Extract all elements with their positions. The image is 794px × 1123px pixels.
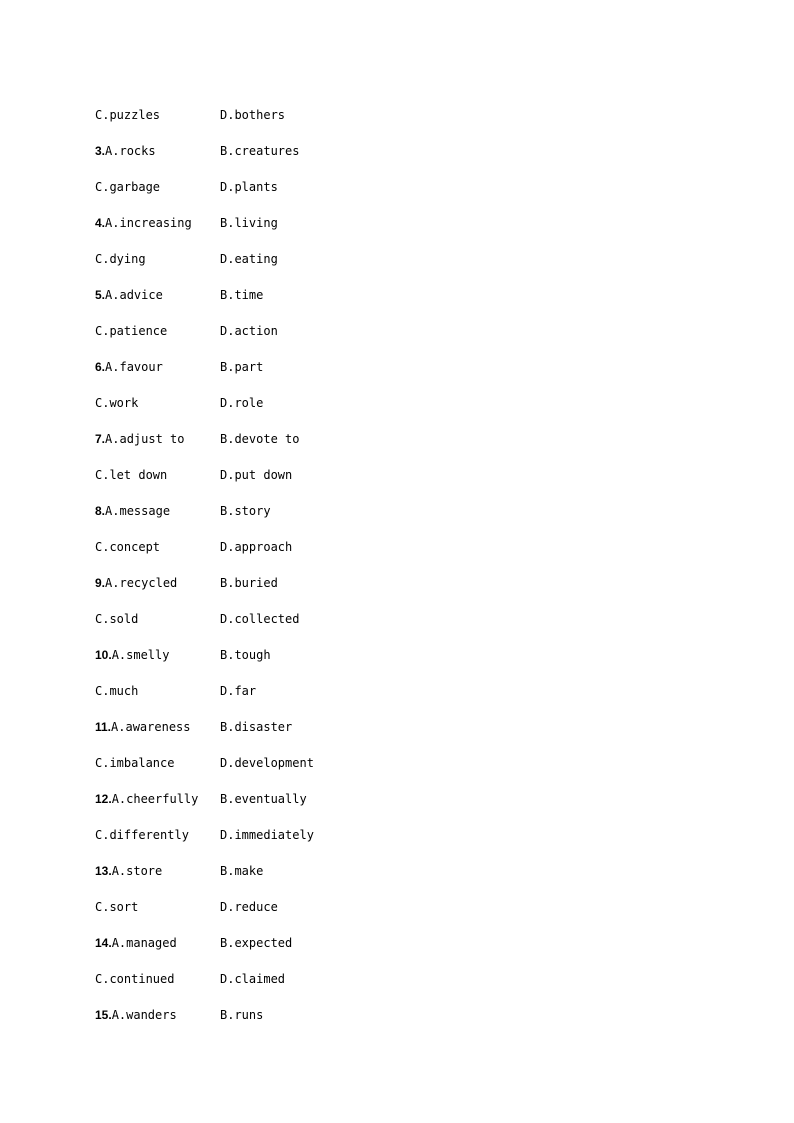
option-left-text: A.managed [111, 936, 177, 950]
option-row [95, 466, 695, 502]
option-left [95, 142, 220, 160]
option-left [95, 322, 220, 340]
option-right-text: D.role [220, 396, 264, 410]
option-right [220, 718, 292, 736]
option-row [95, 250, 695, 286]
question-number: 11. [95, 720, 112, 734]
option-right [220, 466, 292, 484]
option-right [220, 862, 263, 880]
option-right [220, 682, 256, 700]
option-right [220, 322, 278, 340]
option-left [95, 286, 220, 304]
option-right [220, 538, 292, 556]
option-left-text: C.puzzles [95, 108, 161, 122]
option-right-text: D.immediately [220, 828, 314, 842]
option-left-text: A.wanders [111, 1008, 177, 1022]
option-right [220, 970, 285, 988]
option-right-text: B.runs [220, 1008, 264, 1022]
option-left-text: A.awareness [111, 720, 191, 734]
question-number: 10. [95, 648, 112, 662]
option-row [95, 574, 695, 610]
option-row [95, 358, 695, 394]
option-right [220, 430, 299, 448]
option-right-text: D.approach [220, 540, 293, 554]
option-right [220, 358, 263, 376]
option-right [220, 106, 285, 124]
option-right-text: B.time [220, 288, 264, 302]
option-right-text: D.far [220, 684, 257, 698]
option-right-text: B.devote to [220, 432, 300, 446]
option-right [220, 934, 292, 952]
option-left-text: C.garbage [95, 180, 161, 194]
option-row [95, 682, 695, 718]
option-right-text: B.eventually [220, 792, 307, 806]
option-right [220, 178, 278, 196]
option-right [220, 1006, 263, 1024]
option-left [95, 430, 220, 448]
option-row [95, 790, 695, 826]
option-left-text: A.smelly [111, 648, 170, 662]
option-left-text: A.store [111, 864, 163, 878]
option-right [220, 790, 307, 808]
option-right-text: B.tough [220, 648, 271, 662]
option-row [95, 610, 695, 646]
option-left-text: A.message [105, 504, 171, 518]
option-left [95, 502, 220, 520]
question-number: 5. [95, 288, 106, 302]
option-left [95, 970, 220, 988]
option-right [220, 646, 271, 664]
option-row [95, 214, 695, 250]
option-right-text: D.development [220, 756, 314, 770]
option-left [95, 790, 220, 808]
question-number: 6. [95, 360, 106, 374]
option-left-text: A.increasing [105, 216, 192, 230]
option-row [95, 934, 695, 970]
option-row [95, 646, 695, 682]
option-right [220, 754, 314, 772]
option-left [95, 898, 220, 916]
option-left-text: A.advice [105, 288, 163, 302]
option-left [95, 862, 220, 880]
option-row [95, 322, 695, 358]
option-left [95, 250, 220, 268]
option-row [95, 502, 695, 538]
option-left [95, 394, 220, 412]
option-left-text: C.work [95, 396, 139, 410]
option-row [95, 1006, 695, 1042]
answer-options-list [95, 106, 695, 1042]
option-left [95, 106, 220, 124]
option-left [95, 826, 220, 844]
option-left-text: A.recycled [105, 576, 178, 590]
option-left-text: C.continued [95, 972, 175, 986]
option-left [95, 682, 220, 700]
option-left-text: C.concept [95, 540, 161, 554]
option-left [95, 214, 220, 232]
option-left-text: C.let down [95, 468, 168, 482]
option-row [95, 970, 695, 1006]
option-right [220, 214, 278, 232]
option-right [220, 286, 263, 304]
option-right [220, 826, 314, 844]
option-right-text: D.action [220, 324, 278, 338]
option-right-text: B.living [220, 216, 278, 230]
question-number: 8. [95, 504, 106, 518]
option-left [95, 574, 220, 592]
option-right-text: B.creatures [220, 144, 300, 158]
question-number: 13. [95, 864, 112, 878]
option-row [95, 826, 695, 862]
option-right-text: B.buried [220, 576, 278, 590]
option-left [95, 754, 220, 772]
option-left-text: A.cheerfully [111, 792, 199, 806]
option-left [95, 538, 220, 556]
option-right [220, 574, 278, 592]
option-left-text: A.adjust to [105, 432, 185, 446]
question-number: 4. [95, 216, 106, 230]
option-right-text: B.disaster [220, 720, 293, 734]
option-right [220, 250, 278, 268]
option-right-text: D.bothers [220, 108, 286, 122]
option-right [220, 394, 263, 412]
question-number: 7. [95, 432, 106, 446]
option-left-text: A.favour [105, 360, 163, 374]
option-right-text: B.part [220, 360, 264, 374]
option-right-text: D.collected [220, 612, 300, 626]
option-right-text: D.put down [220, 468, 293, 482]
option-right-text: D.eating [220, 252, 278, 266]
option-left-text: C.sort [95, 900, 139, 914]
option-row [95, 430, 695, 466]
option-row [95, 106, 695, 142]
option-right-text: B.story [220, 504, 271, 518]
option-right [220, 610, 299, 628]
option-row [95, 754, 695, 790]
option-left [95, 178, 220, 196]
option-left-text: C.much [95, 684, 139, 698]
option-left [95, 934, 220, 952]
option-right [220, 898, 278, 916]
option-row [95, 898, 695, 934]
question-number: 15. [95, 1008, 112, 1022]
option-right [220, 502, 271, 520]
option-right-text: B.make [220, 864, 264, 878]
question-number: 3. [95, 144, 106, 158]
option-right-text: D.reduce [220, 900, 278, 914]
option-left-text: C.imbalance [95, 756, 175, 770]
option-left [95, 718, 220, 736]
option-row [95, 538, 695, 574]
option-row [95, 178, 695, 214]
option-row [95, 862, 695, 898]
option-left [95, 610, 220, 628]
option-left [95, 646, 220, 664]
question-number: 14. [95, 936, 112, 950]
option-row [95, 142, 695, 178]
option-left-text: C.patience [95, 324, 168, 338]
option-row [95, 718, 695, 754]
option-left-text: C.dying [95, 252, 146, 266]
option-right-text: B.expected [220, 936, 293, 950]
option-row [95, 394, 695, 430]
option-right-text: D.claimed [220, 972, 286, 986]
option-right-text: D.plants [220, 180, 278, 194]
option-left [95, 358, 220, 376]
option-left [95, 1006, 220, 1024]
question-number: 12. [95, 792, 112, 806]
question-number: 9. [95, 576, 106, 590]
option-left-text: A.rocks [105, 144, 156, 158]
option-row [95, 286, 695, 322]
option-right [220, 142, 299, 160]
option-left [95, 466, 220, 484]
option-left-text: C.differently [95, 828, 189, 842]
option-left-text: C.sold [95, 612, 139, 626]
